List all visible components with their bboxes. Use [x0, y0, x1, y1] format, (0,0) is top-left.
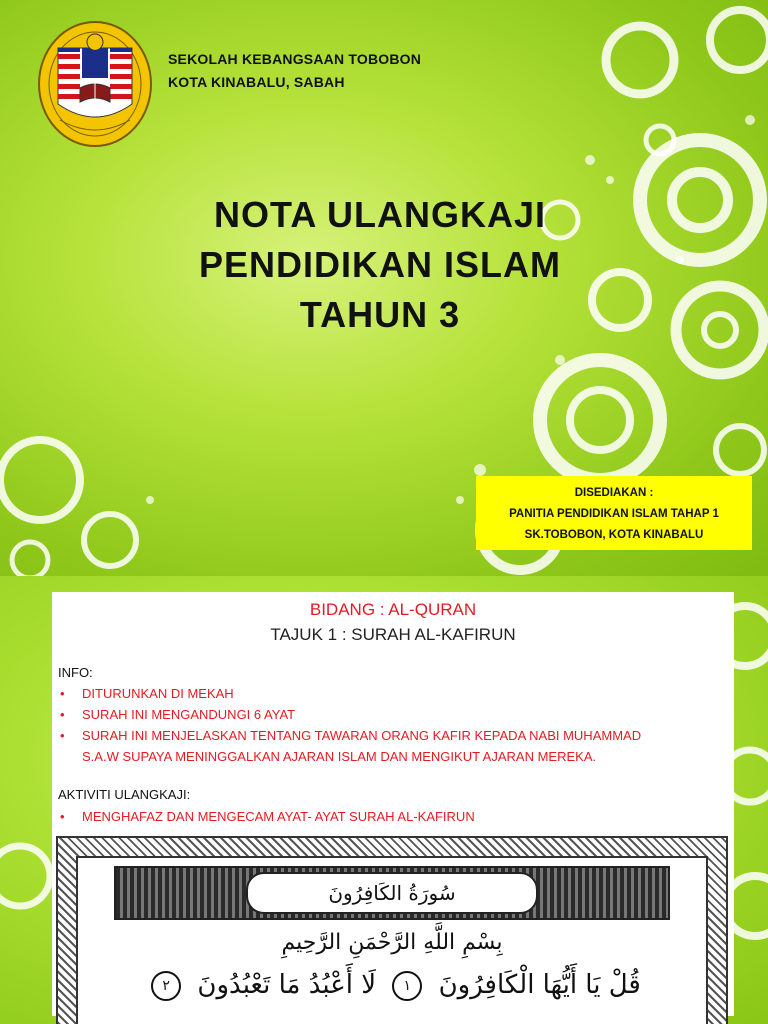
content-panel [52, 592, 734, 1016]
quran-page-frame [56, 836, 728, 1024]
title-line2: PENDIDIKAN ISLAM [198, 244, 561, 285]
list-item-continuation: S.A.W SUPAYA MENINGGALKAN AJARAN ISLAM DAN MENGIKUT AJARAN MEREKA. [82, 749, 597, 764]
ayah-number-2: ٢ [151, 971, 181, 1001]
ayah-line [88, 970, 696, 1001]
school-location-line2: KOTA KINABALU, SABAH [168, 74, 345, 90]
tajuk-heading: TAJUK 1 : SURAH AL-KAFIRUN [270, 625, 516, 644]
basmala: بِسْمِ اللَّهِ الرَّحْمَنِ الرَّحِيمِ [281, 930, 503, 955]
list-item: • MENGHAFAZ DAN MENGECAM AYAT- AYAT SURAH AL-KAFIRUN [58, 806, 475, 827]
activity-list [58, 806, 475, 827]
list-item: • DITURUNKAN DI MEKAH [58, 683, 641, 704]
school-name [168, 48, 421, 94]
title-line1: NOTA ULANGKAJI [214, 194, 546, 235]
list-item: • SURAH INI MENGANDUNGI 6 AYAT [58, 704, 641, 725]
prepared-heading: DISEDIAKAN : [574, 487, 654, 499]
surah-banner [114, 866, 670, 920]
bidang-heading: BIDANG : AL-QURAN [309, 600, 477, 619]
list-item: • SURAH INI MENJELASKAN TENTANG TAWARAN ORANG KAFIR KEPADA NABI MUHAMMAD [58, 725, 641, 746]
prepared-line1: PANITIA PENDIDIKAN ISLAM TAHAP 1 [509, 508, 719, 520]
content-slide [0, 576, 768, 1024]
quran-page [76, 856, 708, 1024]
info-label: INFO: [58, 665, 93, 680]
ayah-number-1: ١ [392, 971, 422, 1001]
surah-title: سُورَةُ الكَافِرُونَ [246, 872, 538, 914]
school-name-line1: SEKOLAH KEBANGSAAN TOBOBON [168, 51, 422, 67]
info-list [58, 683, 641, 767]
slide-title [110, 190, 650, 340]
title-line3: TAHUN 3 [299, 294, 461, 335]
school-crest [36, 20, 154, 148]
ayah-1: قُلْ يَا أَيُّهَا الْكَافِرُونَ [438, 970, 641, 1000]
prepared-line2: SK.TOBOBON, KOTA KINABALU [524, 529, 704, 541]
ayah-2: لَا أَعْبُدُ مَا تَعْبُدُونَ [197, 970, 377, 1000]
prepared-by-box [476, 476, 752, 550]
activity-label: AKTIVITI ULANGKAJI: [58, 787, 191, 802]
